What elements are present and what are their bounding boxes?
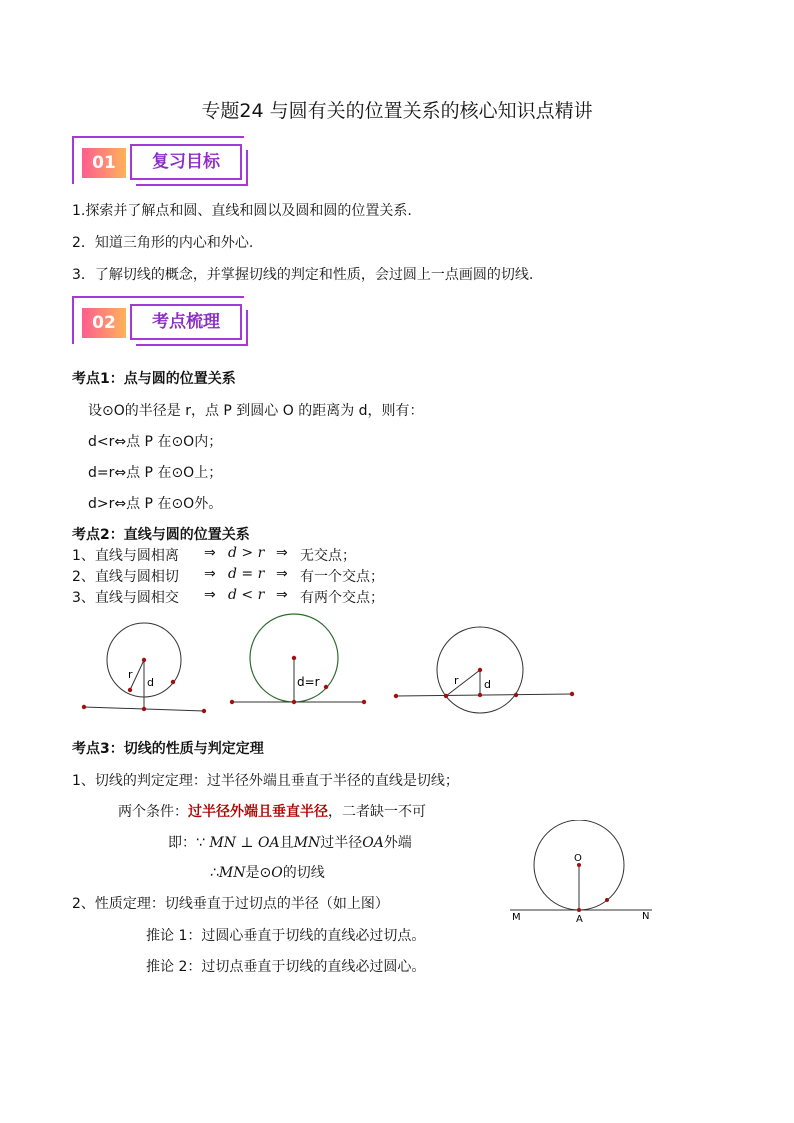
- reason-through: 过半径: [320, 835, 363, 851]
- k2-row-3-cond: d < r: [228, 587, 265, 603]
- line-circle-figures: [0, 610, 794, 720]
- section-label: 考点梳理: [130, 304, 242, 340]
- fig1-r-label: r: [128, 668, 133, 681]
- goal-1: 1.探索并了解点和圆、直线和圆以及圆和圆的位置关系.: [72, 203, 412, 219]
- conclusion-mid: 是⊙: [245, 865, 272, 881]
- reason-oa: OA: [362, 835, 384, 851]
- k1-line-2: d=r⇔点 P 在⊙O上；: [88, 465, 223, 481]
- reason-mn-perp-oa: MN ⊥ OA: [209, 835, 280, 851]
- conclusion-prefix: ∴: [210, 865, 219, 881]
- figure-intersect: [394, 627, 574, 713]
- conclusion-end: 的切线: [282, 865, 325, 881]
- k2-row-1-arrow: ⇒: [204, 545, 216, 561]
- label-m: M: [512, 912, 521, 923]
- reason-prefix: 即：∵: [168, 835, 205, 851]
- k1-intro: 设⊙O的半径是 r，点 P 到圆心 O 的距离为 d，则有：: [88, 403, 424, 419]
- k2-row-2-arrow: ⇒: [204, 566, 216, 582]
- k3-conclusion: [210, 862, 325, 882]
- cond-highlight: 过半径外端且垂直半径: [188, 804, 328, 820]
- reason-mn: MN: [293, 835, 321, 851]
- k2-row-2-result: 有一个交点；: [300, 569, 384, 585]
- k3-corollary-1: 推论 1：过圆心垂直于切线的直线必过切点。: [146, 928, 426, 944]
- section-header-points: [72, 296, 252, 354]
- label-a: A: [576, 914, 583, 925]
- k1-heading: 考点1：点与圆的位置关系: [72, 371, 236, 387]
- k2-row-2-label: 2、直线与圆相切: [72, 569, 179, 585]
- fig1-d-label: d: [147, 676, 154, 689]
- section-number: 02: [82, 308, 126, 338]
- tangent-figure: [500, 820, 680, 930]
- cond-prefix: 两个条件：: [118, 804, 188, 820]
- k2-row-3-arrow: ⇒: [204, 587, 216, 603]
- k2-row-2-arrow-2: ⇒: [276, 566, 288, 582]
- k3-line-1: 1、切线的判定定理：过半径外端且垂直于半径的直线是切线；: [72, 773, 459, 789]
- fig3-d-label: d: [484, 678, 491, 691]
- figure-tangent: [230, 614, 366, 704]
- k2-row-3-arrow-2: ⇒: [276, 587, 288, 603]
- k3-corollary-2: 推论 2：过切点垂直于切线的直线必过圆心。: [146, 959, 426, 975]
- fig3-r-label: r: [454, 674, 459, 687]
- conclusion-o: O: [271, 865, 283, 881]
- k2-heading: 考点2：直线与圆的位置关系: [72, 527, 250, 543]
- goal-2: 2．知道三角形的内心和外心.: [72, 235, 254, 251]
- k3-reason: [168, 832, 412, 852]
- k3-heading: 考点3：切线的性质与判定定理: [72, 741, 264, 757]
- section-header-goals: [72, 136, 252, 194]
- k1-line-1: d<r⇔点 P 在⊙O内；: [88, 434, 223, 450]
- k3-conditions: [118, 801, 426, 821]
- k3-line-2: 2、性质定理：切线垂直于过切点的半径（如上图）: [72, 896, 389, 912]
- k2-row-2-cond: d = r: [228, 566, 265, 582]
- k2-row-1-arrow-2: ⇒: [276, 545, 288, 561]
- section-label: 复习目标: [130, 144, 242, 180]
- label-o: O: [574, 853, 582, 864]
- k2-row-3-result: 有两个交点；: [300, 590, 384, 606]
- cond-suffix: ，二者缺一不可: [328, 804, 426, 820]
- reason-and: 且: [279, 835, 294, 851]
- fig2-dr-label: d=r: [297, 675, 320, 689]
- page-title: 专题24 与圆有关的位置关系的核心知识点精讲: [201, 100, 593, 122]
- k2-row-1-label: 1、直线与圆相离: [72, 548, 179, 564]
- k2-row-1-cond: d > r: [228, 545, 265, 561]
- conclusion-mn: MN: [218, 865, 246, 881]
- k1-line-3: d>r⇔点 P 在⊙O外。: [88, 496, 223, 512]
- figure-separate: [82, 623, 206, 713]
- reason-end: 外端: [383, 835, 412, 851]
- k2-row-3-label: 3、直线与圆相交: [72, 590, 179, 606]
- section-number: 01: [82, 148, 126, 178]
- k2-row-1-result: 无交点；: [300, 548, 356, 564]
- goal-3: 3．了解切线的概念，并掌握切线的判定和性质，会过圆上一点画圆的切线.: [72, 267, 534, 283]
- label-n: N: [642, 911, 650, 922]
